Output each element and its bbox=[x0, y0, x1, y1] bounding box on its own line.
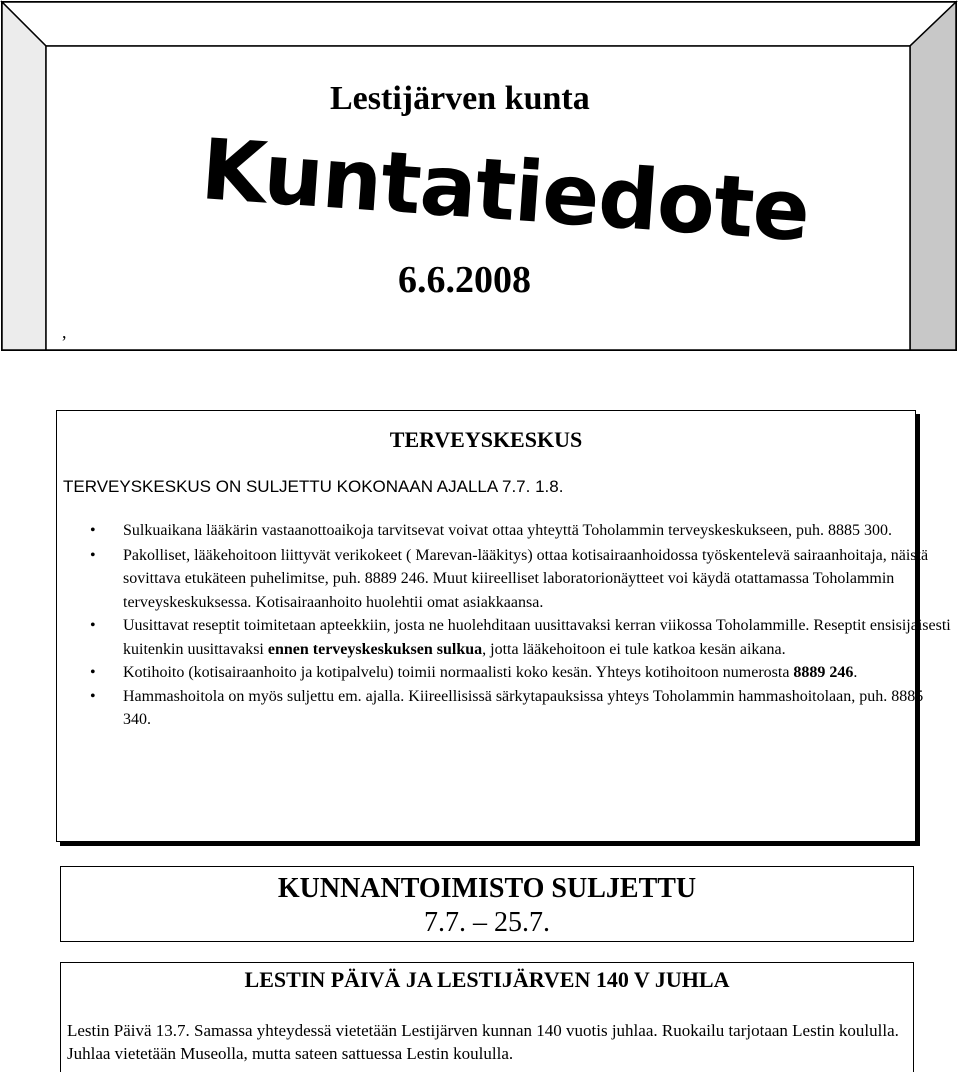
list-item: • Kotihoito (kotisairaanhoito ja kotipalvelu) toimii normaalisti koko kesän. Yhteys kotihoitoon numerosta 8889 246. bbox=[123, 661, 953, 685]
section-heading: TERVEYSKESKUS bbox=[389, 427, 583, 452]
event-heading: LESTIN PÄIVÄ JA LESTIJÄRVEN 140 V JUHLA bbox=[244, 967, 730, 992]
office-closed-dates: 7.7. – 25.7. bbox=[424, 907, 550, 938]
kunnantoimisto-section bbox=[60, 866, 914, 942]
bold-emphasis: ennen terveyskeskuksen sulkua bbox=[267, 640, 483, 658]
info-list bbox=[57, 519, 953, 732]
office-closed-heading: KUNNANTOIMISTO SULJETTU bbox=[277, 873, 697, 904]
organization-name: Lestijärven kunta bbox=[330, 80, 590, 117]
list-item: • Hammashoitola on myös suljettu em. ajalla. Kiireellisissä särkytapauksissa yhteys Toholammin hammashoitolaan, puh. 8885 340. bbox=[123, 685, 953, 732]
closure-notice: TERVEYSKESKUS ON SULJETTU KOKONAAN AJALLA 7.7. 1.8. bbox=[63, 477, 564, 496]
bold-phone: 8889 246 bbox=[793, 664, 854, 681]
bulletin-date: 6.6.2008 bbox=[398, 259, 531, 301]
list-item: • Pakolliset, lääkehoitoon liittyvät verikokeet ( Marevan-lääkitys) ottaa kotisairaanhoidossa työskentelevä sairaanhoitaja, näistä sovittava etukäteen puhelimitse, puh. 8889 246. Muut kiireelliset laboratorionäytteet voi käydä otattamassa Toholammin terveyskeskuksessa. Kotisairaanhoito huolehtii omat asiakkaansa. bbox=[123, 544, 953, 615]
terveyskeskus-section bbox=[56, 410, 951, 842]
lestin-paiva-section bbox=[60, 962, 914, 1072]
event-body: Lestin Päivä 13.7. Samassa yhteydessä vietetään Lestijärven kunnan 140 vuotis juhlaa. Ruokailu tarjotaan Lestin koululla. Juhlaa vietetään Museolla, mutta sateen sattuessa Lestin koululla. bbox=[67, 1021, 899, 1063]
stray-mark: , bbox=[62, 322, 67, 342]
list-item: • Sulkuaikana lääkärin vastaanottoaikoja tarvitsevat voivat ottaa yhteyttä Toholammin terveyskeskukseen, puh. 8885 300. bbox=[123, 519, 953, 543]
list-item: • Uusittavat reseptit toimitetaan apteekkiin, josta ne huolehditaan uusittavaksi kerran viikossa Toholammille. Reseptit ensisijaisesti kuitenkin uusittavaksi ennen terveyskeskuksen sulkua, jotta lääkehoitoon ei tule katkoa kesän aikana. bbox=[123, 614, 953, 661]
header-frame bbox=[0, 0, 960, 352]
bulletin-title: Kuntatiedote bbox=[198, 120, 813, 261]
